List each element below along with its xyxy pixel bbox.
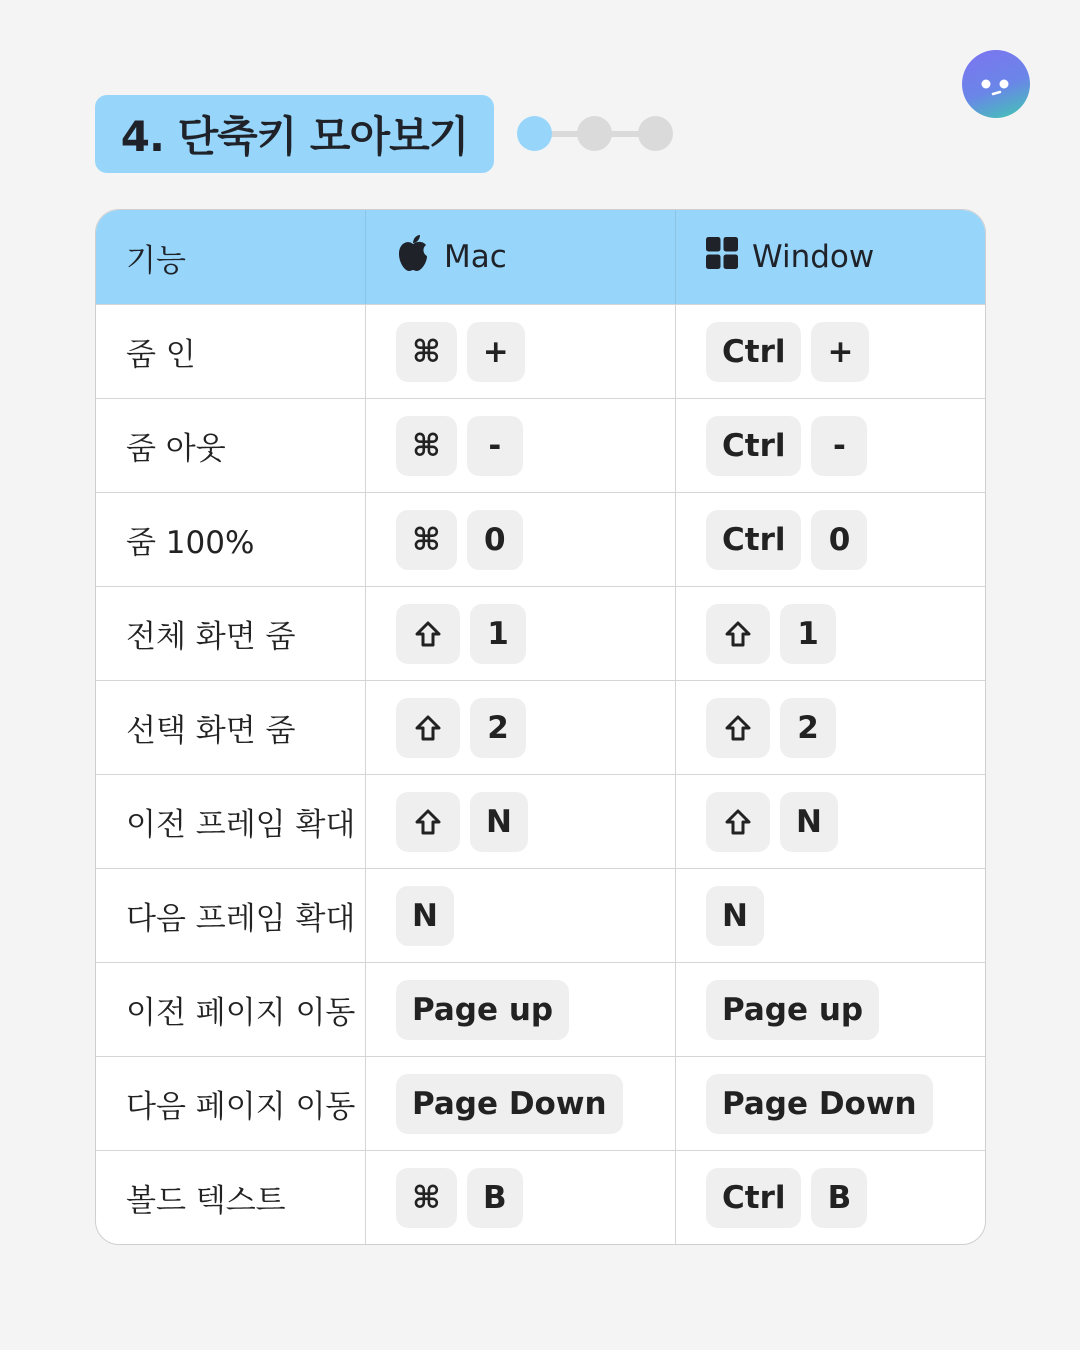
windows-shortcut-cell	[676, 1057, 985, 1150]
mac-shortcut-cell	[366, 869, 676, 962]
keycap: -	[467, 416, 523, 476]
function-cell	[96, 963, 366, 1056]
table-row	[96, 1150, 985, 1244]
keycap: Page Down	[706, 1074, 933, 1134]
keycap: 1	[780, 604, 836, 664]
function-label: 전체 화면 줌	[126, 619, 296, 655]
keycap: 1	[470, 604, 526, 664]
keycap: Page up	[396, 980, 569, 1040]
keycap	[706, 604, 770, 664]
header-mac-label: Mac	[444, 239, 507, 275]
function-cell	[96, 587, 366, 680]
key-group	[706, 1168, 867, 1228]
function-cell	[96, 1057, 366, 1150]
keycap: B	[811, 1168, 867, 1228]
key-group	[706, 698, 836, 758]
keycap: Ctrl	[706, 1168, 801, 1228]
key-group	[706, 322, 869, 382]
table-row	[96, 680, 985, 774]
windows-shortcut-cell	[676, 681, 985, 774]
mac-shortcut-cell	[366, 963, 676, 1056]
key-group	[396, 1168, 523, 1228]
windows-shortcut-cell	[676, 305, 985, 398]
shift-icon	[414, 714, 442, 742]
table-row	[96, 492, 985, 586]
keycap: 0	[467, 510, 523, 570]
keycap	[396, 792, 460, 852]
windows-shortcut-cell	[676, 587, 985, 680]
table-row	[96, 774, 985, 868]
face-icon	[962, 50, 1030, 118]
function-label: 이전 페이지 이동	[126, 995, 356, 1031]
function-label: 줌 인	[126, 337, 196, 373]
shortcut-table	[95, 209, 986, 1245]
table-row	[96, 868, 985, 962]
header-windows	[676, 210, 985, 304]
key-group	[706, 886, 764, 946]
keycap: 2	[780, 698, 836, 758]
function-label: 다음 프레임 확대	[126, 901, 356, 937]
keycap	[396, 604, 460, 664]
stepper-dot-1	[517, 116, 552, 151]
keycap: Page Down	[396, 1074, 623, 1134]
table-row	[96, 962, 985, 1056]
keycap: B	[467, 1168, 523, 1228]
keycap	[706, 792, 770, 852]
mac-shortcut-cell	[366, 1151, 676, 1244]
header-windows-label: Window	[752, 239, 875, 275]
keycap: N	[780, 792, 838, 852]
windows-shortcut-cell	[676, 963, 985, 1056]
function-cell	[96, 869, 366, 962]
mac-shortcut-cell	[366, 775, 676, 868]
function-label: 다음 페이지 이동	[126, 1089, 356, 1125]
keycap: N	[470, 792, 528, 852]
keycap: N	[396, 886, 454, 946]
key-group	[396, 792, 528, 852]
shift-icon	[724, 808, 752, 836]
key-group	[706, 416, 867, 476]
mac-shortcut-cell	[366, 493, 676, 586]
key-group	[706, 1074, 933, 1134]
windows-shortcut-cell	[676, 869, 985, 962]
stepper-dot-3	[638, 116, 673, 151]
key-group	[396, 698, 526, 758]
key-group	[396, 604, 526, 664]
apple-icon	[396, 234, 430, 280]
shift-icon	[414, 808, 442, 836]
key-group	[706, 604, 836, 664]
key-group	[396, 886, 454, 946]
function-cell	[96, 681, 366, 774]
mac-shortcut-cell	[366, 1057, 676, 1150]
keycap: ⌘	[396, 510, 457, 570]
keycap: ⌘	[396, 416, 457, 476]
keycap	[706, 698, 770, 758]
key-group	[396, 1074, 623, 1134]
function-cell	[96, 305, 366, 398]
header-mac	[366, 210, 676, 304]
key-group	[396, 322, 525, 382]
avatar	[962, 50, 1030, 118]
table-header-row	[96, 210, 985, 304]
keycap	[396, 698, 460, 758]
table-row	[96, 586, 985, 680]
progress-stepper	[517, 116, 673, 152]
function-cell	[96, 775, 366, 868]
key-group	[706, 510, 867, 570]
function-label: 볼드 텍스트	[126, 1183, 286, 1219]
keycap: 2	[470, 698, 526, 758]
key-group	[396, 980, 569, 1040]
keycap: Ctrl	[706, 322, 801, 382]
page-title: 4. 단축키 모아보기	[120, 112, 469, 161]
title-badge	[95, 95, 494, 173]
keycap: +	[467, 322, 525, 382]
shift-icon	[724, 620, 752, 648]
key-group	[706, 980, 879, 1040]
mac-shortcut-cell	[366, 305, 676, 398]
mac-shortcut-cell	[366, 587, 676, 680]
table-row	[96, 398, 985, 492]
function-label: 줌 아웃	[126, 431, 226, 467]
function-cell	[96, 399, 366, 492]
windows-shortcut-cell	[676, 775, 985, 868]
keycap: -	[811, 416, 867, 476]
windows-shortcut-cell	[676, 493, 985, 586]
shift-icon	[724, 714, 752, 742]
stepper-dot-2	[577, 116, 612, 151]
windows-icon	[706, 237, 738, 277]
keycap: ⌘	[396, 1168, 457, 1228]
keycap: ⌘	[396, 322, 457, 382]
function-label: 줌 100%	[126, 525, 255, 561]
keycap: 0	[811, 510, 867, 570]
key-group	[396, 416, 523, 476]
windows-shortcut-cell	[676, 399, 985, 492]
shift-icon	[414, 620, 442, 648]
mac-shortcut-cell	[366, 681, 676, 774]
keycap: Page up	[706, 980, 879, 1040]
table-row	[96, 1056, 985, 1150]
function-cell	[96, 493, 366, 586]
function-label: 이전 프레임 확대	[126, 807, 356, 843]
keycap: N	[706, 886, 764, 946]
keycap: +	[811, 322, 869, 382]
keycap: Ctrl	[706, 510, 801, 570]
header-function-label: 기능	[126, 242, 186, 279]
keycap: Ctrl	[706, 416, 801, 476]
header-function	[96, 210, 366, 304]
key-group	[396, 510, 523, 570]
windows-shortcut-cell	[676, 1151, 985, 1244]
function-cell	[96, 1151, 366, 1244]
key-group	[706, 792, 838, 852]
mac-shortcut-cell	[366, 399, 676, 492]
table-row	[96, 304, 985, 398]
function-label: 선택 화면 줌	[126, 713, 296, 749]
